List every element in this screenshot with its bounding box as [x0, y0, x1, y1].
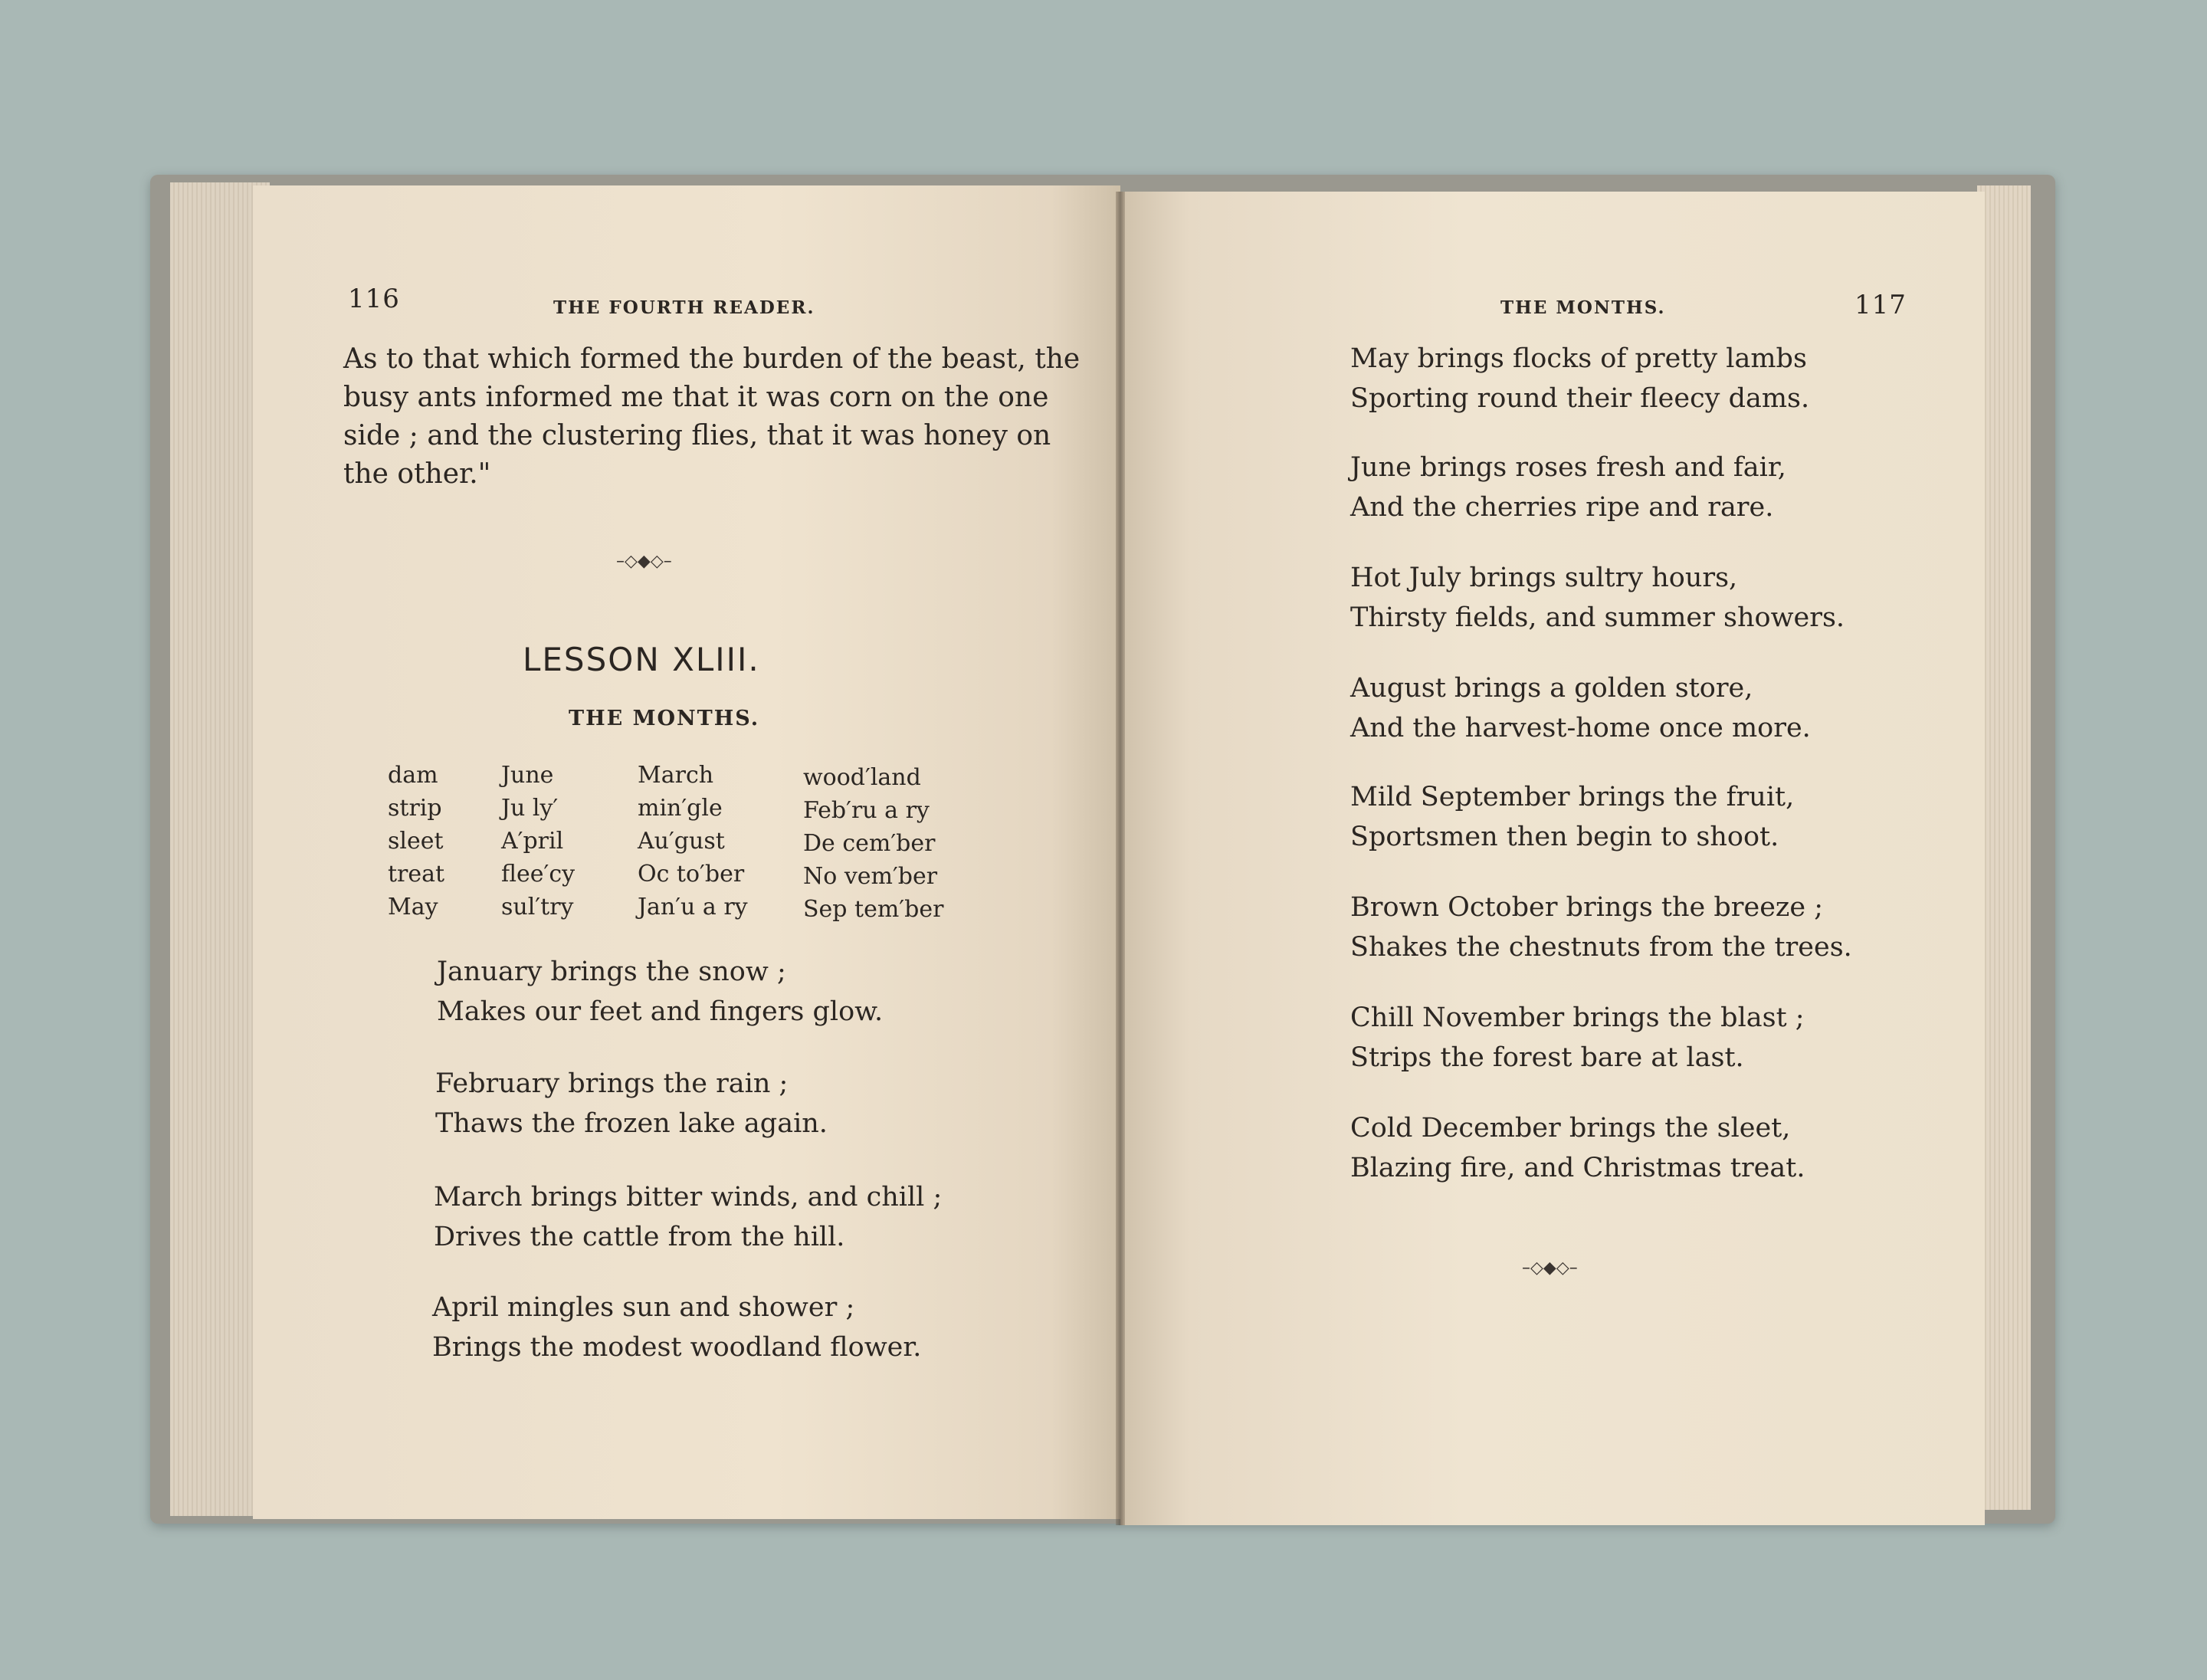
verse-line: June brings roses fresh and fair, [1350, 452, 1786, 483]
verse-line: Mild September brings the fruit, [1350, 782, 1795, 812]
vocab-word: A′pril [501, 828, 564, 855]
verse-line: Brings the modest woodland flower. [432, 1332, 922, 1363]
vocab-word: June [501, 762, 554, 789]
vocab-word: wood′land [803, 764, 921, 791]
vocab-word: Sep tem′ber [803, 896, 944, 923]
left-running-head: THE FOURTH READER. [553, 297, 815, 318]
verse-line: Hot July brings sultry hours, [1350, 563, 1738, 593]
verse-line: Thaws the frozen lake again. [435, 1108, 828, 1139]
vocab-word: Jan′u a ry [638, 894, 748, 920]
prose-line: busy ants informed me that it was corn on the one [343, 382, 1049, 413]
left-page [253, 185, 1120, 1519]
vocab-word: strip [388, 795, 442, 822]
vocab-word: flee′cy [501, 861, 576, 888]
prose-line: the other." [343, 458, 491, 490]
vocab-word: March [638, 762, 714, 789]
verse-line: February brings the rain ; [435, 1068, 789, 1099]
verse-line: And the cherries ripe and rare. [1350, 492, 1774, 523]
vocab-word: sleet [388, 828, 444, 855]
verse-line: April mingles sun and shower ; [432, 1292, 855, 1323]
left-page-number: 116 [348, 284, 400, 314]
ornament-divider: –◇◆◇– [1522, 1258, 1578, 1278]
vocab-word: treat [388, 861, 445, 888]
verse-line: August brings a golden store, [1350, 673, 1753, 704]
prose-line: side ; and the clustering flies, that it was honey on [343, 420, 1051, 451]
verse-line: Chill November brings the blast ; [1350, 1002, 1805, 1033]
verse-line: Brown October brings the breeze ; [1350, 892, 1823, 923]
verse-line: Makes our feet and fingers glow. [437, 996, 884, 1027]
verse-line: Cold December brings the sleet, [1350, 1113, 1791, 1144]
page-edges-right [1977, 185, 2031, 1510]
verse-line: March brings bitter winds, and chill ; [434, 1182, 943, 1212]
verse-line: May brings flocks of pretty lambs [1350, 343, 1807, 374]
ornament-divider: –◇◆◇– [616, 552, 672, 571]
lesson-title: LESSON XLIII. [523, 641, 760, 678]
verse-line: Blazing fire, and Christmas treat. [1350, 1153, 1805, 1183]
prose-line: As to that which formed the burden of the beast, the [343, 343, 1081, 375]
vocab-word: May [388, 894, 438, 920]
verse-line: Drives the cattle from the hill. [434, 1222, 845, 1252]
verse-line: Sporting round their fleecy dams. [1350, 383, 1810, 414]
right-page [1120, 192, 1985, 1525]
vocab-word: dam [388, 762, 438, 789]
vocab-word: Oc to′ber [638, 861, 745, 888]
vocab-word: De cem′ber [803, 830, 936, 857]
vocab-word: min′gle [638, 795, 723, 822]
verse-line: January brings the snow ; [437, 956, 786, 987]
vocab-word: Au′gust [638, 828, 725, 855]
verse-line: Shakes the chestnuts from the trees. [1350, 932, 1852, 963]
vocab-word: sul′try [501, 894, 574, 920]
vocab-word: No vem′ber [803, 863, 938, 890]
book-gutter [1116, 192, 1125, 1525]
verse-line: Strips the forest bare at last. [1350, 1042, 1744, 1073]
verse-line: Thirsty fields, and summer showers. [1350, 602, 1845, 633]
vocab-word: Feb′ru a ry [803, 797, 930, 824]
verse-line: And the harvest-home once more. [1350, 713, 1811, 743]
verse-line: Sportsmen then begin to shoot. [1350, 822, 1779, 852]
right-running-head: THE MONTHS. [1500, 297, 1666, 318]
vocab-word: Ju ly′ [501, 795, 559, 822]
right-page-number: 117 [1854, 290, 1907, 320]
lesson-subtitle: THE MONTHS. [569, 707, 760, 730]
